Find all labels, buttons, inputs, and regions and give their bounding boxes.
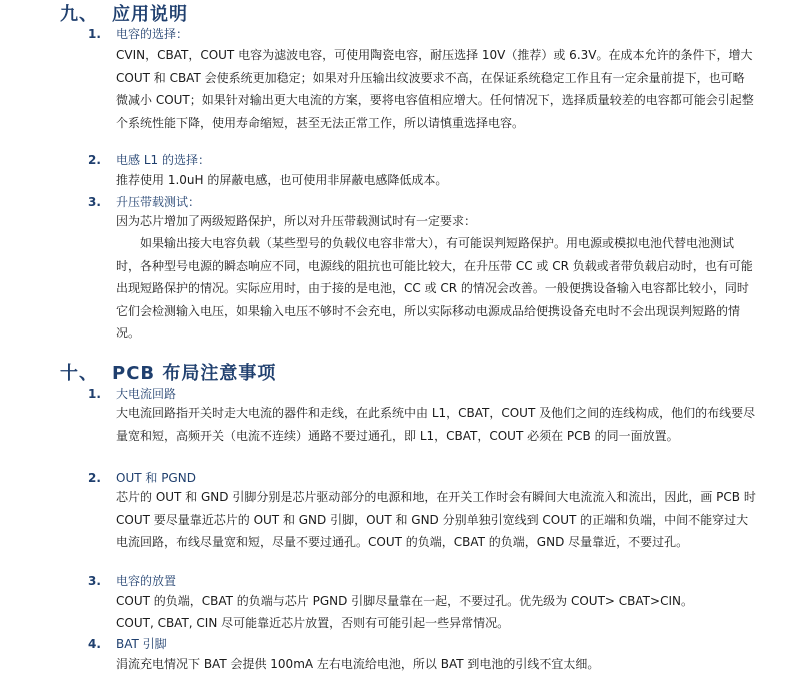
subsection-number: 1. (88, 387, 101, 401)
section-10-heading (60, 359, 276, 385)
subsection-title: 电感 L1 的选择： (116, 153, 210, 167)
subsection-10-3-heading (88, 572, 176, 589)
subsection-10-2-heading (88, 469, 196, 486)
subsection-title: 电容的选择： (116, 27, 189, 41)
subsection-9-2-heading (88, 151, 210, 168)
subsection-number: 2. (88, 153, 101, 167)
subsection-number: 3. (88, 574, 101, 588)
subsection-number: 3. (88, 195, 101, 209)
subsection-number: 1. (88, 27, 101, 41)
section-9-title: 应用说明 (112, 4, 188, 25)
subsection-9-1-heading (88, 25, 188, 42)
inductor-selection-paragraph: 推荐使用 1.0uH 的屏蔽电感，也可使用非屏蔽电感降低成本。 (116, 173, 448, 187)
subsection-9-3-heading (88, 193, 200, 210)
subsection-title: 大电流回路 (116, 387, 177, 401)
capacitor-placement-paragraph-1: COUT 的负端，CBAT 的负端与芯片 PGND 引脚尽量靠在一起，不要过孔。优先级为 COUT> CBAT>CIN。 (116, 594, 693, 608)
subsection-10-4-heading (88, 635, 167, 652)
section-10-number: 十、 (60, 363, 98, 384)
bat-pin-paragraph: 涓流充电情况下 BAT 会提供 100mA 左右电流给电池，所以 BAT 到电池的引线不宜太细。 (116, 657, 600, 671)
section-9-heading (60, 0, 188, 26)
subsection-title: 电容的放置 (116, 574, 177, 588)
subsection-10-1-heading (88, 385, 176, 402)
high-current-loop-paragraph: 大电流回路指开关时走大电流的器件和走线，在此系统中由 L1，CBAT，COUT 及他们之间的连线构成，他们的布线要尽量宽和短，高频开关（电流不连续）通路不要过通孔，即 L1，CBAT，COUT 必须在 PCB 的同一面放置。 (116, 406, 756, 443)
capacitor-selection-paragraph: CVIN，CBAT，COUT 电容为滤波电容，可使用陶瓷电容，耐压选择 10V（推荐）或 6.3V。在成本允许的条件下，增大 COUT 和 CBAT 会使系统更加稳定；如果对升压输出纹波要求不高，在保证系统稳定工作且有一定余量前提下，也可略微减小 COUT；如果针对输出更大电流的方案，要将电容值相应增大。任何情况下，选择质量较差的电容都可能会引起整个系统性能下降，使用寿命缩短，甚至无法正常工作，所以请慎重选择电容。 (116, 48, 754, 130)
load-test-detail-paragraph: 如果输出接大电容负载（某些型号的负载仪电容非常大），有可能误判短路保护。用电源或模拟电池代替电池测试时，各种型号电源的瞬态响应不同，电源线的阻抗也可能比较大，在升压带 CC 或 CR 负载或者带负载启动时，也有可能出现短路保护的情况。实际应用时，由于接的是电池，CC 或 CR 的情况会改善。一般便携设备输入电容都比较小，同时它们会检测输入电压，如果输入电压不够时不会充电，所以实际移动电源成品给便携设备充电时不会出现误判短路的情况。 (116, 236, 753, 340)
section-10-title: PCB 布局注意事项 (112, 363, 277, 384)
subsection-title: BAT 引脚 (116, 637, 167, 651)
subsection-title: OUT 和 PGND (116, 471, 196, 485)
subsection-title: 升压带载测试： (116, 195, 201, 209)
out-pgnd-paragraph: 芯片的 OUT 和 GND 引脚分别是芯片驱动部分的电源和地，在开关工作时会有瞬间大电流流入和流出，因此，画 PCB 时 COUT 要尽量靠近芯片的 OUT 和 GND 引脚，OUT 和 GND 分别单独引宽线到 COUT 的正端和负端，中间不能穿过大电流回路，布线尽量宽和短，尽量不要过通孔。COUT 的负端，CBAT 的负端，GND 尽量靠近，不要过孔。 (116, 490, 756, 549)
capacitor-placement-paragraph-2: COUT, CBAT, CIN 尽可能靠近芯片放置，否则有可能引起一些异常情况。 (116, 616, 510, 630)
subsection-number: 4. (88, 637, 101, 651)
section-9-number: 九、 (60, 4, 98, 25)
load-test-intro-paragraph: 因为芯片增加了两级短路保护，所以对升压带载测试时有一定要求： (116, 214, 477, 228)
subsection-number: 2. (88, 471, 101, 485)
